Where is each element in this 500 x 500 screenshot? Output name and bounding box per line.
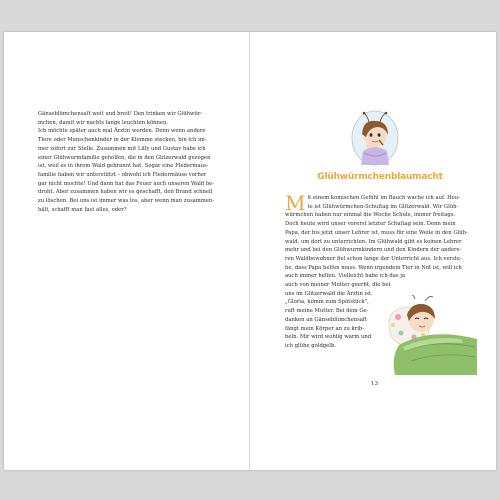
text-line: ist, weil es in ihrem Wald gebrannt hat. Sogar eine Fledermaus- — [38, 163, 209, 170]
text-line: auch von meiner Mutter geerbt, die bei — [285, 282, 391, 289]
right-page — [251, 32, 496, 470]
text-line: gar nicht mochte! Und dann hat das Feuer auch unseren Wald be- — [38, 180, 215, 187]
text-line: zu löschen. Bei uns ist immer was los, aber wenn man zusammen- — [38, 198, 215, 205]
text-line: Gänseblümchensaft weit und breit! Den trinken wir Glühwür- — [38, 111, 203, 117]
left-page-text — [38, 110, 218, 214]
glowworm-portrait-illustration — [349, 107, 401, 167]
page-number: 13 — [371, 381, 378, 387]
text-line: danken an Gänseblümchensaft — [285, 316, 367, 323]
book-spread — [4, 32, 496, 470]
text-line: ruft meine Mutter. Bei dem Ge- — [285, 308, 369, 315]
text-line: „Gloria, komm zum Spätstück", — [285, 299, 369, 306]
text-line: fängt mein Körper an zu krib- — [285, 325, 365, 332]
text-line: Ich möchte später auch mal Ärztin werden. Denn wenn andere — [38, 128, 206, 135]
text-line: mchen, damit wir nachts lange leuchten können. — [38, 119, 169, 126]
text-line: mer sofort zur Stelle. Zusammen mit Lilly und Gustav habe ich — [38, 145, 206, 152]
text-line: würmchen haben nur einmal die Woche Schule, immer freitags. — [285, 212, 456, 219]
text-line: Doch heute wird unser vorerst letzter Schultag sein. Denn mein — [285, 221, 456, 228]
left-page — [4, 32, 249, 470]
text-line: Tiere oder Menschenkinder in der Klemme stecken, bin ich im- — [38, 137, 207, 144]
text-line: he, dass Papa helfen muss. Wenn irgendein Tier in Not ist, will ich — [285, 264, 462, 271]
text-line: wald, um dort zu unterrichten. Im Glühwald gibt es keinen Lehrer — [285, 238, 462, 245]
text-line: te ist Glühwürmchen-Schultag im Glitzerwald. Wir Glüh- — [307, 203, 459, 210]
text-line: ren Waldbewohner fiel schon lange der Unterricht aus. Ich verste- — [285, 255, 462, 262]
drop-cap: M — [285, 191, 306, 215]
chapter-title: Glühwürmchenblaumacht — [317, 172, 443, 182]
book-gutter — [249, 32, 250, 470]
glowworm-in-bed-illustration — [381, 295, 479, 375]
text-line: Papa, der bis jetzt unser Lehrer ist, muss für eine Weile in den Glüh- — [285, 229, 468, 236]
text-line: familie haben wir unterstützt – obwohl ich Fledermäuse vorher — [38, 171, 207, 178]
text-line: hält, schafft man fast alles, oder? — [38, 206, 127, 213]
text-line: uns im Glitzerwald die Ärztin ist. — [285, 290, 373, 297]
text-line: beln. Mir wird wohlig warm und — [285, 334, 372, 341]
text-line: auch immer helfen. Vielleicht habe ich das ja — [285, 273, 406, 280]
text-line: ich glühe goldgelb. — [285, 342, 336, 349]
text-line: einer Glühwurmfamilie geholfen, die in den Glitzerwald gezogen — [38, 154, 211, 161]
text-line: mehr und bei den Glühwurmkindern und den Kindern der andere- — [285, 247, 462, 254]
text-line: droht. Aber zusammen haben wir es geschafft, den Brand schnell — [38, 189, 213, 196]
text-line: it einem komischen Gefühl im Bauch wache ich auf. Heu- — [307, 195, 460, 201]
